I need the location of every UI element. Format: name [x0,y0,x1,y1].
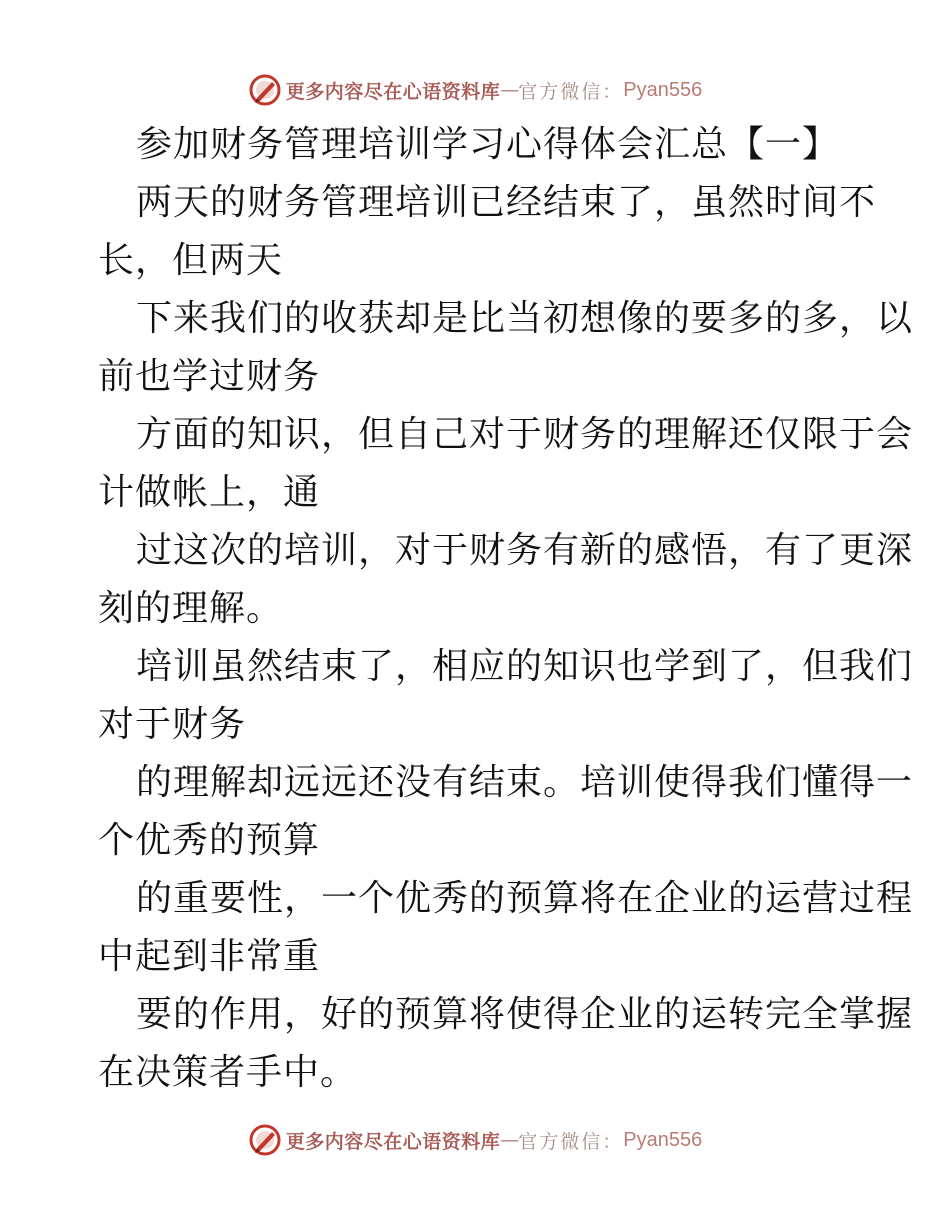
pen-in-circle-icon [248,73,282,107]
text-line: 长，但两天 [98,240,284,281]
document-body [98,116,914,1102]
document-title: 参加财务管理培训学习心得体会汇总【一】 [136,124,840,165]
banner-separator: — [500,1129,519,1151]
text-line: 方面的知识，但自己对于财务的理解还仅限于会 [136,414,914,455]
text-line: 两天的财务管理培训已经结束了，虽然时间不 [136,182,877,223]
banner-separator: — [500,79,519,101]
text-line: 前也学过财务 [98,356,321,397]
header-banner [0,70,950,110]
banner-wechat-label: 官方微信： [518,80,624,103]
text-line: 下来我们的收获却是比当初想像的要多的多，以 [136,298,914,339]
text-line: 计做帐上，通 [98,472,321,513]
text-line: 的重要性，一个优秀的预算将在企业的运营过程 [136,878,914,919]
banner-wechat-id: Pyan556 [623,1128,703,1151]
text-line: 在决策者手中。 [98,1052,358,1093]
text-line: 中起到非常重 [98,936,321,977]
text-line: 个优秀的预算 [98,820,321,861]
banner-main-text: 更多内容尽在心语资料库 [285,80,501,103]
text-line: 培训虽然结束了，相应的知识也学到了，但我们 [136,646,914,687]
text-line: 的理解却远远还没有结束。培训使得我们懂得一 [136,762,914,803]
text-line: 过这次的培训，对于财务有新的感悟，有了更深 [136,530,914,571]
pen-in-circle-icon [248,1123,282,1157]
text-line: 刻的理解。 [98,588,284,629]
footer-banner [0,1120,950,1160]
banner-wechat-id: Pyan556 [623,78,703,101]
text-line: 对于财务 [98,704,247,745]
banner-wechat-label: 官方微信： [518,1130,624,1153]
banner-main-text: 更多内容尽在心语资料库 [285,1130,501,1153]
text-line: 要的作用，好的预算将使得企业的运转完全掌握 [136,994,914,1035]
